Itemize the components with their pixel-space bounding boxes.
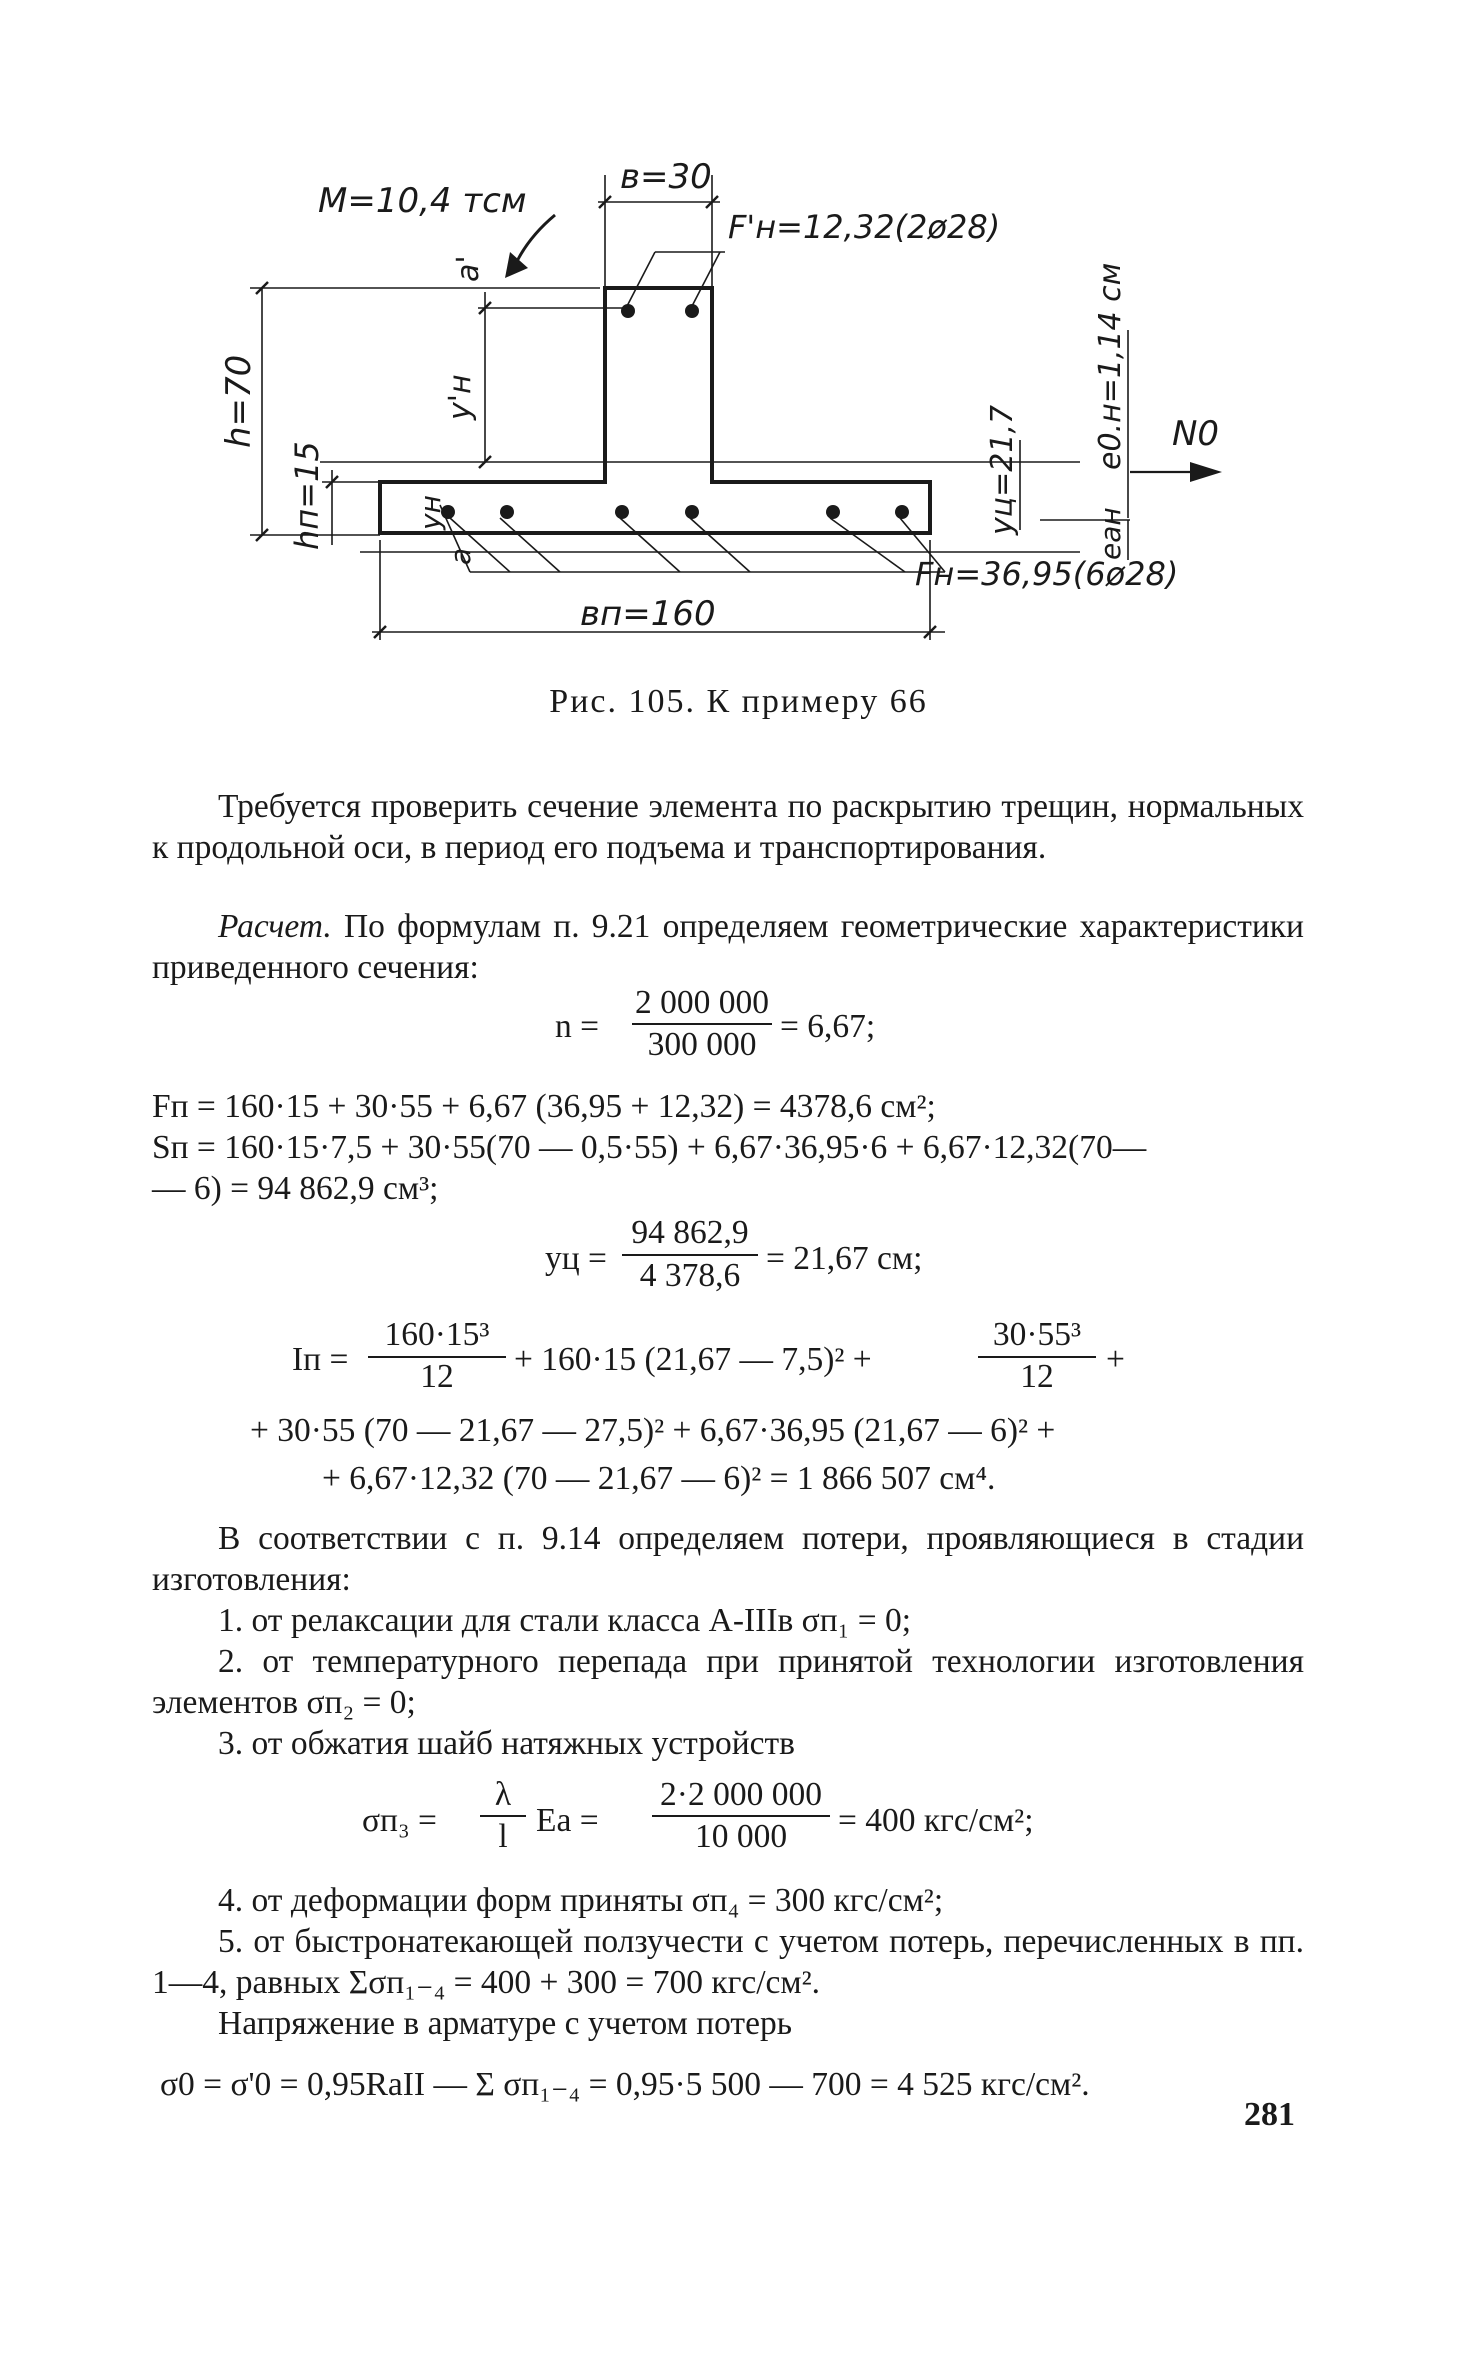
moment-label: M=10,4 тсм (318, 181, 527, 221)
eq-yc-bar (622, 1254, 758, 1256)
eq-in-mid: + 160·15 (21,67 — 7,5)² + (514, 1341, 872, 1378)
eq-in-den2: 12 (1020, 1358, 1054, 1395)
eq-in-num2: 30·55³ (992, 1316, 1082, 1353)
eq-n-rhs: = 6,67; (780, 1008, 876, 1045)
e0h-label: e0.н=1,14 см (1093, 262, 1128, 470)
yc-label: yц=21,7 (985, 404, 1020, 535)
paragraph-calculation (152, 906, 1304, 988)
eq-n-lhs: n = (555, 1008, 600, 1045)
eq-sig3-den2: 10 000 (694, 1818, 788, 1855)
top-bar (621, 304, 635, 318)
eq-sig3-num2: 2·2 000 000 (660, 1776, 822, 1813)
loss-item-2: 2. от температурного перепада при принятой технологии изготовления элементов σп₂ = 0; (152, 1643, 1304, 1721)
loss-item-5: 5. от быстронатекающей ползучести с учетом потерь, перечисленных в пп. 1—4, равных Σσп₁₋₄ = 400 + 300 = 700 кгс/см². (152, 1923, 1304, 2001)
eq-in-line3: + 6,67·12,32 (70 — 21,67 — 6)² = 1 866 507 см⁴. (322, 1460, 996, 1497)
loss-item-3: 3. от обжатия шайб натяжных устройств (218, 1725, 795, 1762)
eq-in-den1: 12 (420, 1358, 454, 1395)
fh-label: Fн=36,95(6ø28) (915, 555, 1179, 593)
eq-sig3-den1: l (498, 1818, 508, 1855)
loss-item-4: 4. от деформации форм приняты σп₄ = 300 кгс/см²; (218, 1882, 944, 1919)
yh-prime-label: y'н (443, 374, 478, 420)
cross-section-figure (0, 0, 1477, 660)
a-prime-label: a' (451, 255, 486, 282)
page-number: 281 (1244, 2096, 1295, 2133)
bottom-bar (826, 505, 840, 519)
yh-label: yн (414, 495, 447, 530)
eq-n-num: 2 000 000 (635, 984, 769, 1021)
eq-yc-rhs: = 21,67 см; (766, 1240, 923, 1277)
eq-sn-line2: — 6) = 94 862,9 см³; (152, 1170, 439, 1207)
bottom-bar (685, 505, 699, 519)
paragraph-requirement: Требуется проверить сечение элемента по раскрытию трещин, нормальных к продольной оси, в период его подъема и транспортирования. (152, 788, 1304, 866)
h-label: h=70 (219, 354, 259, 448)
eq-sig3-rhs: = 400 кгс/см²; (838, 1802, 1034, 1839)
paragraph-losses: В соответствии с п. 9.14 определяем потери, проявляющиеся в стадии изготовления: (152, 1520, 1304, 1598)
bn-label: вп=160 (580, 594, 716, 634)
eq-yc-lhs: yц = (545, 1240, 607, 1277)
ean-label: eан (1094, 507, 1127, 560)
eq-n-bar (632, 1023, 772, 1025)
figure-caption: Рис. 105. К примеру 66 (549, 683, 928, 720)
top-bar (685, 304, 699, 318)
eq-in-tail: + (1106, 1341, 1125, 1378)
loss-item-1: 1. от релаксации для стали класса А-IIIв σп₁ = 0; (218, 1602, 912, 1639)
eq-sn-line1: Sп = 160·15·7,5 + 30·55(70 — 0,5·55) + 6,67·36,95·6 + 6,67·12,32(70— (152, 1129, 1147, 1166)
eq-sig3-bar2 (652, 1815, 830, 1817)
hn-label: hп=15 (288, 441, 326, 550)
eq-sig3-lhs: σп₃ = (362, 1802, 437, 1839)
eq-in-lhs: Iп = (292, 1341, 349, 1378)
bottom-bar (895, 505, 909, 519)
bottom-bar (615, 505, 629, 519)
calculation-text: По формулам п. 9.21 определяем геометрические характеристики приведенного сечения: (152, 908, 1304, 986)
b-label: в=30 (620, 157, 712, 197)
eq-in-num1: 160·15³ (384, 1316, 490, 1353)
n0-label: N0 (1172, 414, 1220, 454)
eq-yc-den: 4 378,6 (639, 1257, 741, 1294)
eq-sig3-mid: Eа = (536, 1802, 599, 1839)
a-label: a (444, 547, 477, 565)
fh-prime-label: F'н=12,32(2ø28) (728, 208, 1001, 246)
eq-fn: Fп = 160·15 + 30·55 + 6,67 (36,95 + 12,32) = 4378,6 см²; (152, 1088, 936, 1125)
eq-sigma0: σ0 = σ'0 = 0,95RаII — Σ σп₁₋₄ = 0,95·5 500 — 700 = 4 525 кгс/см². (160, 2066, 1090, 2103)
eq-in-line2: + 30·55 (70 — 21,67 — 27,5)² + 6,67·36,95 (21,67 — 6)² + (250, 1412, 1056, 1449)
eq-yc-num: 94 862,9 (631, 1214, 749, 1251)
eq-sig3-bar1 (480, 1815, 526, 1817)
calculation-lead: Расчет. (218, 908, 332, 945)
eq-n-den: 300 000 (647, 1026, 757, 1063)
paragraph-stress: Напряжение в арматуре с учетом потерь (218, 2005, 792, 2042)
bottom-bar (500, 505, 514, 519)
eq-sig3-num1: λ (494, 1776, 512, 1813)
